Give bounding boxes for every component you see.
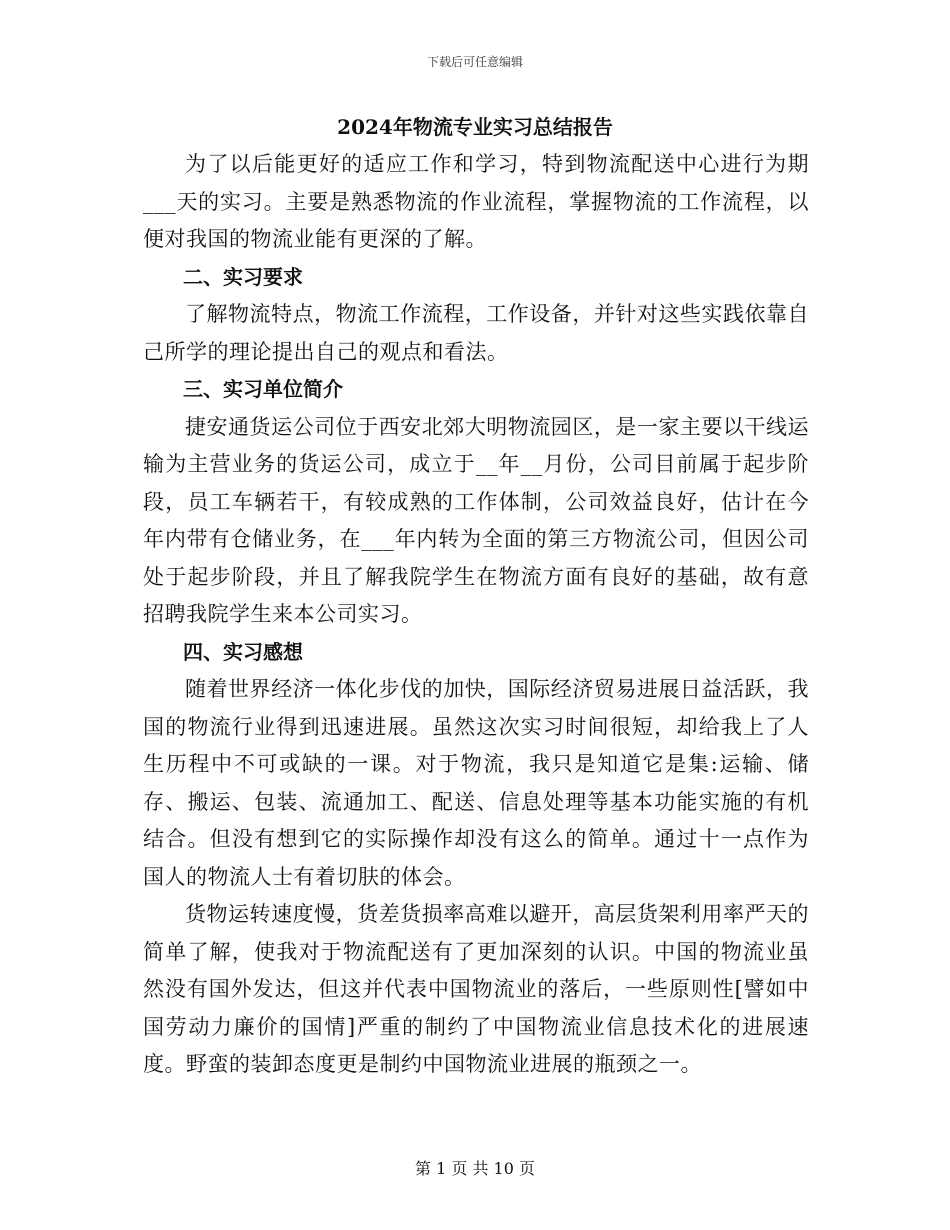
reflections-paragraph-2: 货物运转速度慢，货差货损率高难以避开，高层货架利用率严天的简单了解，使我对于物流配送有了更加深刻的认识。中国的物流业虽然没有国外发达，但这并代表中国物流业的落后，一些原则性[譬如中国劳动力廉价的国情]严重的制约了中国物流业信息技术化的进展速度。野蛮的装卸态度更是制约中国物流业进展的瓶颈之一。 [143,902,809,1076]
section-heading-reflections: 四、实习感想 [183,639,303,664]
intro-paragraph: 为了以后能更好的适应工作和学习，特到物流配送中心进行为期___天的实习。主要是熟悉物流的作业流程，掌握物流的工作流程，以便对我国的物流业能有更深的了解。 [143,152,809,251]
company-paragraph: 捷安通货运公司位于西安北郊大明物流园区，是一家主要以干线运输为主营业务的货运公司，成立于__年__月份，公司目前属于起步阶段，员工车辆若干，有较成熟的工作体制，公司效益良好，估计在今年内带有仓储业务，在___年内转为全面的第三方物流公司，但因公司处于起步阶段，并且了解我院学生在物流方面有良好的基础，故有意招聘我院学生来本公司实习。 [143,414,809,626]
header-note: 下载后可任意编辑 [426,55,523,69]
document-title: 2024年物流专业实习总结报告 [337,115,613,139]
reflections-paragraph-1: 随着世界经济一体化步伐的加快，国际经济贸易进展日益活跃，我国的物流行业得到迅速进展。虽然这次实习时间很短，却给我上了人生历程中不可或缺的一课。对于物流，我只是知道它是集:运输、储存、搬运、包装、流通加工、配送、信息处理等基本功能实施的有机结合。但没有想到它的实际操作却没有这么的简单。通过十一点作为国人的物流人士有着切肤的体会。 [143,677,809,889]
page-number: 第 1 页 共 10 页 [415,1159,535,1178]
document-body [143,146,809,1084]
section-heading-requirements: 二、实习要求 [183,264,303,289]
requirements-paragraph: 了解物流特点，物流工作流程，工作设备，并针对这些实践依靠自己所学的理论提出自己的观点和看法。 [143,302,809,364]
section-heading-company: 三、实习单位简介 [183,377,343,401]
